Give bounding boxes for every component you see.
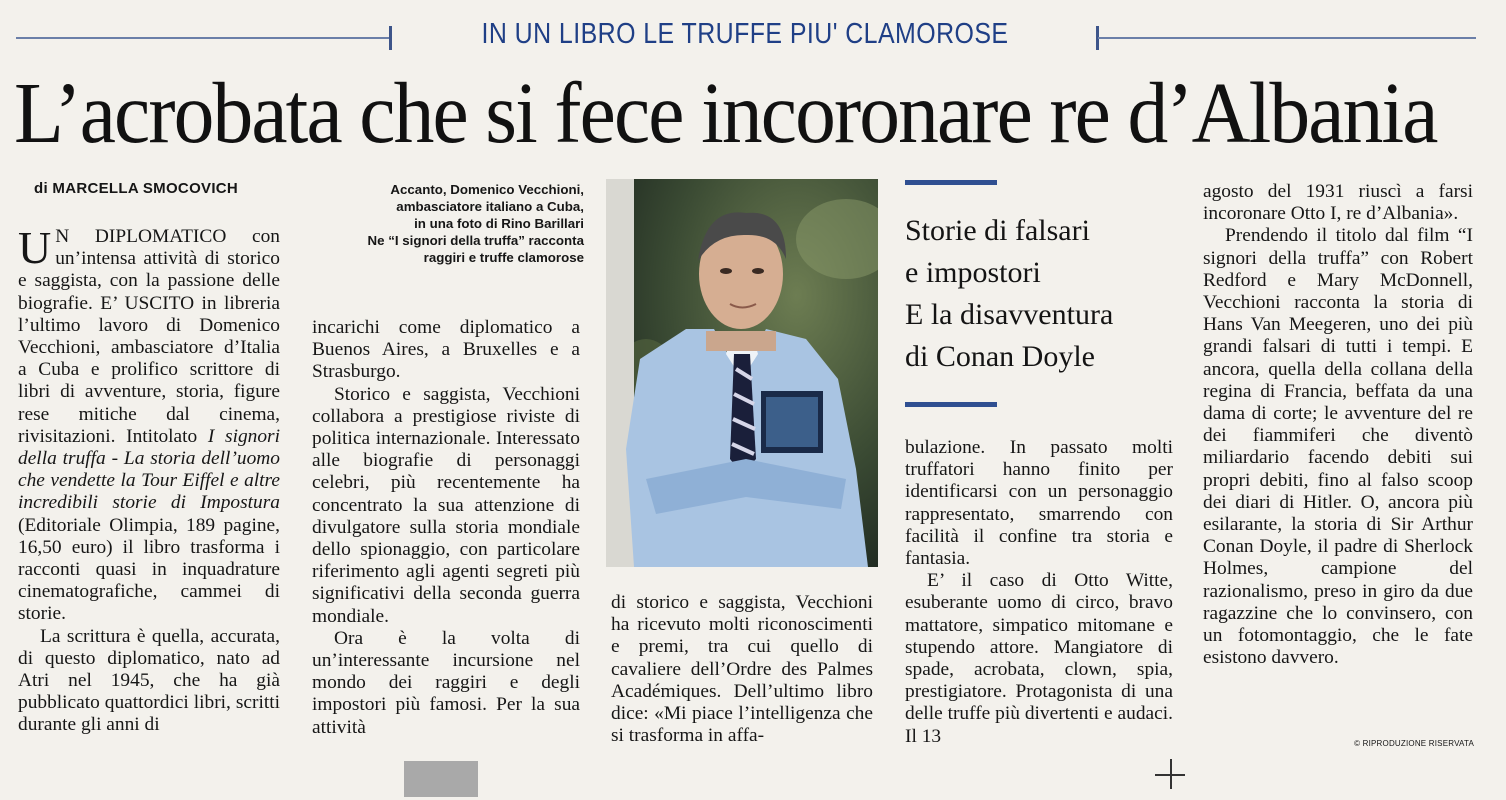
pullquote-rule-top bbox=[905, 180, 997, 185]
col1-text-start: N DIPLOMATICO con un’intensa attività di storico e saggista, con la passione delle biografie. E’ USCITO in libreria l’ultimo lavoro di Domenico Vecchioni, ambasciatore d’Italia a Cuba e prolifico scrittore di libri di avventure, storia, figure rese mitiche dal cinema, rivisitazioni. Intitolato bbox=[18, 226, 280, 447]
pullquote bbox=[905, 210, 1175, 378]
article-column-5 bbox=[1203, 181, 1473, 669]
caption-line: Accanto, Domenico Vecchioni, bbox=[390, 182, 584, 197]
col4-paragraph-2: E’ il caso di Otto Witte, esuberante uomo di circo, bravo mattatore, simpatico mitomane e stupendo attore. Mangiatore di spade, acrobata, clown, spia, prestigiatore. Protagonista di una delle truffe più divertenti e audaci. Il 13 bbox=[905, 570, 1173, 747]
photo-caption bbox=[340, 181, 584, 266]
col5-paragraph-2: Prendendo il titolo dal film “I signori della truffa” con Robert Redford e Mary McDonnell, Vecchioni racconta la storia di Hans Van Meegeren, uno dei più grandi falsari di tutti i tempi. E ancora, quella della collana della regina di Francia, beffata da una dama di corte; le avventure del re dei fiammiferi che diventò miliardario facendo debiti sui propri debiti, fino al falso scoop dei diari di Hitler. O, ancora più esilarante, la storia di Sir Arthur Conan Doyle, il padre di Sherlock Holmes, campione del razionalismo, preso in giro da due ragazzine che lo convinsero, con un fotomontaggio, che le fate esistono davvero. bbox=[1203, 225, 1473, 669]
pullquote-line: Storie di falsari bbox=[905, 214, 1090, 247]
article-column-4 bbox=[905, 437, 1173, 748]
col2-paragraph-1: incarichi come diplomatico a Buenos Aires, a Bruxelles e a Strasburgo. bbox=[312, 317, 580, 383]
col2-paragraph-3: Ora è la volta di un’interessante incursione nel mondo dei raggiri e degli impostori più famosi. Per la sua attività bbox=[312, 627, 580, 738]
kicker-rule-left bbox=[16, 37, 390, 39]
article-column-2 bbox=[312, 317, 580, 739]
caption-line: raggiri e truffe clamorose bbox=[423, 250, 584, 265]
pullquote-line: di Conan Doyle bbox=[905, 340, 1095, 373]
copyright-notice: © RIPRODUZIONE RISERVATA bbox=[1354, 739, 1474, 748]
col1-text-end: (Editoriale Olimpia, 189 pagine, 16,50 euro) il libro trasforma i racconti quasi in inquadrature cinematografiche, cammei di storie. bbox=[18, 514, 280, 625]
portrait-photo bbox=[606, 179, 878, 567]
col1-paragraph-2: La scrittura è quella, accurata, di questo diplomatico, nato ad Atri nel 1945, che ha già pubblicato quattordici libri, scritti durante gli anni di bbox=[18, 625, 280, 736]
book-title: I signori della truffa - La storia dell’uomo che vendette la Tour Eiffel e altre incredibili storie di Impostura bbox=[18, 425, 280, 514]
headline: L’acrobata che si fece incoronare re d’Albania bbox=[14, 64, 1437, 161]
drop-cap: U bbox=[18, 222, 52, 273]
kicker: IN UN LIBRO LE TRUFFE PIU' CLAMOROSE bbox=[481, 18, 1009, 50]
pullquote-line: E la disavventura bbox=[905, 298, 1114, 331]
caption-line: ambasciatore italiano a Cuba, bbox=[396, 199, 584, 214]
col2-paragraph-2: Storico e saggista, Vecchioni collabora a prestigiose riviste di politica internazionale. Interessato alle biografie di personaggi celebri, più recentemente ha concentrato la sua attenzione di divulgatore sulla storia mondiale dello spionaggio, con particolare riferimento agli agenti segreti più significativi della seconda guerra mondiale. bbox=[312, 383, 580, 627]
article-column-3 bbox=[611, 592, 873, 747]
byline: di MARCELLA SMOCOVICH bbox=[34, 180, 239, 197]
kicker-rule-right bbox=[1098, 37, 1476, 39]
kicker-tick-left bbox=[389, 26, 392, 50]
article-column-1 bbox=[18, 222, 280, 737]
print-registration-box bbox=[404, 761, 478, 797]
portrait-photo-icon bbox=[606, 179, 878, 567]
caption-line: Ne “I signori della truffa” racconta bbox=[367, 233, 584, 248]
caption-line: in una foto di Rino Barillari bbox=[414, 216, 584, 231]
pullquote-line: e impostori bbox=[905, 256, 1041, 289]
col5-paragraph-1: agosto del 1931 riuscì a farsi incoronare Otto I, re d’Albania». bbox=[1203, 181, 1473, 225]
crosshair-icon-vertical bbox=[1170, 759, 1172, 789]
col3-paragraph-1: di storico e saggista, Vecchioni ha ricevuto molti riconoscimenti e premi, tra cui quello di cavaliere dell’Ordre des Palmes Académiques. Dell’ultimo libro dice: «Mi piace l’intelligenza che si trasforma in affa- bbox=[611, 592, 873, 747]
col4-paragraph-1: bulazione. In passato molti truffatori hanno finito per identificarsi con un personaggio rappresentato, smarrendo con facilità il confine tra storia e fantasia. bbox=[905, 437, 1173, 570]
pullquote-rule-bottom bbox=[905, 402, 997, 407]
